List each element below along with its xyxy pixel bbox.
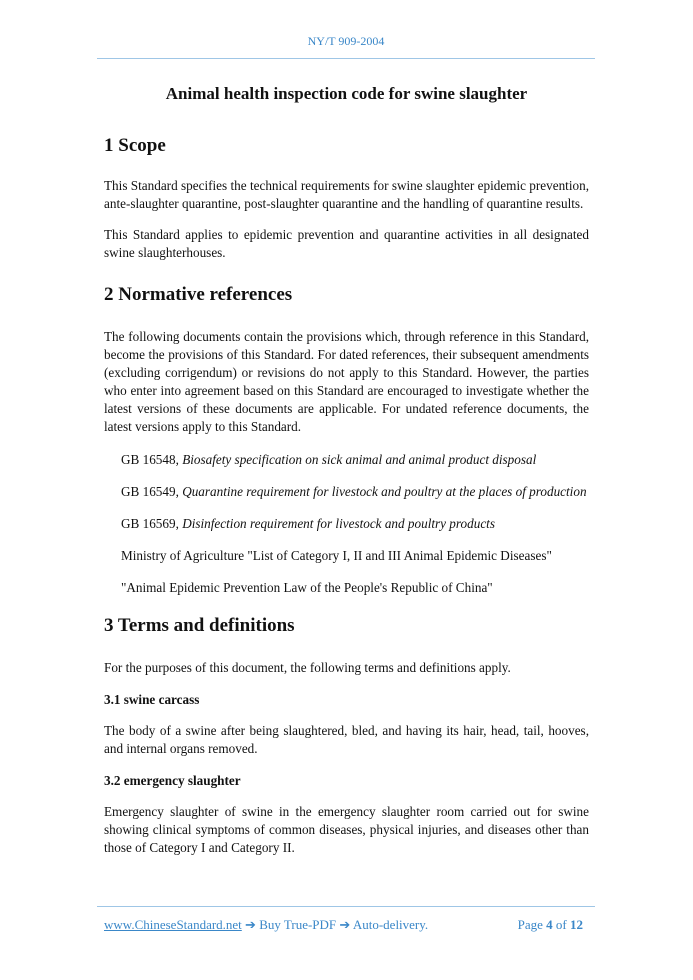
term-definition-emergency-slaughter: Emergency slaughter of swine in the emergency slaughter room carried out for swine showing clinical symptoms of common diseases, physical injuries, and diseases other than those of Category I and Category II. — [104, 804, 589, 855]
buy-pdf-link[interactable]: Buy True-PDF — [259, 917, 337, 932]
of-word: of — [552, 917, 570, 932]
page-content — [104, 80, 589, 857]
terms-intro-paragraph: For the purposes of this document, the following terms and definitions apply. — [104, 660, 511, 675]
page-indicator — [518, 916, 583, 934]
normative-references-paragraph: The following documents contain the provisions which, through reference in this Standard, become the provisions of this Standard. For dated references, their subsequent amendments (excluding corrigendum) or revisions do not apply to this Standard. However, the parties who enter into agreement based on this Standard are encouraged to investigate whether the latest versions of these documents are applicable. For undated reference documents, the latest versions apply to this Standard. — [104, 329, 589, 434]
page-number: 4 — [546, 917, 553, 932]
document-title: Animal health inspection code for swine slaughter — [165, 84, 528, 103]
page-footer — [104, 916, 589, 934]
arrow-right-icon: ➔ — [336, 917, 353, 932]
reference-code: GB 16548, — [121, 452, 183, 467]
reference-item — [104, 483, 589, 501]
header-divider — [97, 58, 595, 59]
reference-item: Ministry of Agriculture "List of Category I, II and III Animal Epidemic Diseases" — [121, 548, 552, 563]
term-heading-swine-carcass: 3.1 swine carcass — [104, 692, 200, 707]
term-heading-emergency-slaughter: 3.2 emergency slaughter — [104, 773, 241, 788]
section-heading-terms-and-definitions: 3 Terms and definitions — [104, 615, 295, 636]
reference-item — [104, 451, 589, 469]
auto-delivery-text: Auto-delivery. — [352, 917, 429, 932]
reference-title: Biosafety specification on sick animal and animal product disposal — [182, 452, 537, 467]
page-total: 12 — [570, 917, 583, 932]
section-heading-normative-references: 2 Normative references — [104, 284, 293, 305]
document-code-header: NY/T 909-2004 — [307, 34, 385, 48]
footer-divider — [97, 906, 595, 907]
reference-title: Disinfection requirement for livestock and poultry products — [182, 516, 495, 531]
reference-item — [104, 515, 589, 533]
section-heading-scope: 1 Scope — [104, 135, 166, 156]
arrow-right-icon: ➔ — [241, 917, 260, 932]
scope-paragraph-2: This Standard applies to epidemic prevention and quarantine activities in all designated swine slaughterhouses. — [104, 227, 589, 260]
term-definition-swine-carcass: The body of a swine after being slaughtered, bled, and having its hair, head, tail, hooves, and internal organs removed. — [104, 723, 589, 756]
page-word: Page — [517, 917, 547, 932]
scope-paragraph-1: This Standard specifies the technical requirements for swine slaughter epidemic prevention, ante-slaughter quarantine, post-slaughter quarantine and the handling of quarantine results. — [104, 178, 589, 211]
site-link[interactable]: www.ChineseStandard.net — [104, 917, 242, 932]
reference-code: GB 16549, — [121, 484, 183, 499]
reference-code: GB 16569, — [121, 516, 183, 531]
reference-title: Quarantine requirement for livestock and poultry at the places of production — [182, 484, 587, 499]
reference-item: "Animal Epidemic Prevention Law of the People's Republic of China" — [121, 580, 493, 595]
